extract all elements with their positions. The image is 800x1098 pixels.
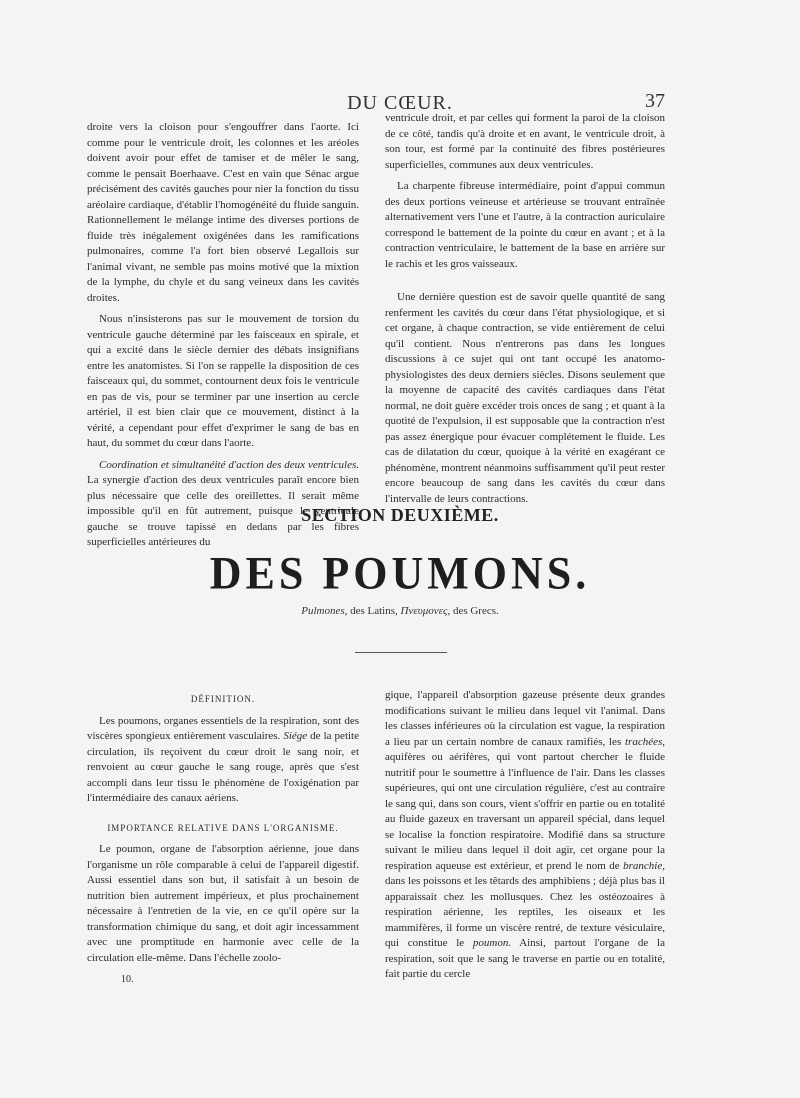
paragraph-italic: Siége xyxy=(283,730,308,742)
paragraph-text: Ainsi, partout l'organe de la respiration, soit que le sang le traverse en partie ou en totalité, fait partie du cercle xyxy=(385,937,665,980)
bottom-left-column xyxy=(87,692,359,988)
paragraph-text: La synergie d'action des deux ventricules paraît encore bien plus nécessaire que celle des oreillettes. Il serait même impossible qu'il en fût autrement, puisque le ventricule gauche se trouve tapissé en dedans par les fibres superficielles antérieures du xyxy=(87,474,359,548)
paragraph: ventricule droit, et par celles qui forment la paroi de la cloison de ce côté, tandis qu'à droite et en avant, le ventricule droit, à son tour, est formé par la continuité des fibres postérieures superficielles, communes aux deux ventricules. xyxy=(385,112,665,171)
top-right-column xyxy=(385,111,665,507)
subtitle-end: , des Grecs. xyxy=(447,605,499,617)
subheading-definition: DÉFINITION. xyxy=(190,694,256,704)
divider-rule xyxy=(355,652,447,653)
paragraph: Nous n'insisterons pas sur le mouvement de torsion du ventricule gauche déterminé par les faisceaux en spirale, et qui a excité dans le siècle dernier des débats insignifians entre les anatomistes. Si l'on se rappelle la disposition de ces faisceaux qui, du sommet, contournent deux fois le ventricule en pas de vis, pour se terminer par une insertion au cercle artériel, il est bien clair que ce mouvement, distinct à la vérité, a cependant pour effet d'exprimer le sang de bas en haut, du sommet du cœur dans l'aorte. xyxy=(87,313,359,449)
paragraph: La charpente fibreuse intermédiaire, point d'appui commun des deux portions veineuse et artérieuse se trouvant entraînée alternativement vers l'une et l'autre, à la contraction auriculaire correspond le battement de la pointe du cœur en avant ; et à la contraction ventriculaire, le battement de la base en arrière sur le rachis et les gros vaisseaux. xyxy=(385,180,665,270)
paragraph xyxy=(87,458,359,551)
paragraph xyxy=(87,714,359,807)
subtitle-mid: , des Latins, xyxy=(344,605,401,617)
paragraph-italic-lead: Coordination et simultanéité d'action des deux ventricules. xyxy=(99,458,359,471)
subtitle-latin: Pulmones xyxy=(301,605,345,617)
paragraph-text: aquifères ou aérifères, qui vont partout chercher le fluide nutritif pour le soumettre à l'influence de l'air. Dans les classes supérieures, qui ont une circulation régulière, c'est au contraire le sang qui, dans son cours, vient s'offrir en partie ou en totalité au fluide gazeux en traversant un appareil spécial, dans lequel se localise la fonction respiratoire. Modifié dans sa structure suivant le milieu dans lequel il doit agir, cet organe pour la respiration aqueuse est extérieur, et prend le nom de xyxy=(385,751,665,872)
running-title: DU CŒUR. xyxy=(347,92,453,114)
subheading-importance: IMPORTANCE RELATIVE DANS L'ORGANISME. xyxy=(107,822,339,833)
bottom-right-column xyxy=(385,688,665,983)
paragraph-italic: trachées, xyxy=(624,735,665,748)
subtitle-greek: Πνευμονες xyxy=(400,605,448,617)
paragraph: Une dernière question est de savoir quelle quantité de sang renferment les cavités du cœur dans l'état physiologique, et si cet organe, à chaque contraction, se vide entièrement de celui qu'il contient. Nous n'entrerons pas dans les longues discussions à ce sujet qui ont tant occupé les anatomo-physiologistes des deux derniers siècles. Disons seulement que la moyenne de capacité des cavités cardiaques dans l'état normal, ne doit guère excéder trois onces de sang ; et quant à la quotité de l'expulsion, il est supposable que la contraction n'est pas assez énergique pour évacuer complétement le fluide. Les cas de dilatation du cœur, quoique à la vérité en exagérant ce phénomène, montrent néanmoins suffisamment qu'il peut rester encore beaucoup de sang dans les cavités du cœur dans l'intervalle de leurs contractions. xyxy=(385,291,665,505)
paragraph: Le poumon, organe de l'absorption aérienne, joue dans l'organisme un rôle comparable à celui de l'appareil digestif. Aussi essentiel dans son but, il satisfait à un besoin de nutrition bien autrement impérieux, et plus prochainement nécessaire à l'entretien de la vie, en ce qu'il opère sur la transformation chimique du sang, et doit agir incessamment avec une promptitude en harmonie avec celle de la circulation elle-même. Dans l'échelle zoolo- xyxy=(87,843,359,964)
paragraph-text: dans les poissons et les têtards des amphibiens ; déjà plus bas il apparaissait chez les mollusques. Chez les ostéozoaires à respiration aérienne, les reptiles, les oiseaux et les mammifères, il forme un viscère rentré, de texture vésiculaire, qui constitue le xyxy=(385,875,665,949)
top-left-column xyxy=(87,120,359,551)
main-title: DES POUMONS. xyxy=(209,547,591,600)
paragraph: droite vers la cloison pour s'engouffrer dans l'aorte. Ici comme pour le ventricule droit, les colonnes et les aréoles doivent avoir pour effet de tamiser et de mêler le sang, comme le pensait Boerhaave. C'est en vain que Sénac argue précisément des cavités gauches pour nier la fonction du tissu aréolaire cardiaque, d'établir l'homogénéité du fluide sanguin. Rationnellement le mélange intime des diverses portions de fluide très inégalement oxigénées dans les ramifications pulmonaires, comme l'a fort bien observé Legallois sur l'animal vivant, ne semble pas moins motivé que la mixtion de la lymphe, du chyle et du sang veineux dans les cavités droites. xyxy=(87,121,359,304)
page-number: 37 xyxy=(645,90,665,112)
signature-mark: 10. xyxy=(121,974,134,985)
paragraph-italic: branchie, xyxy=(623,859,665,872)
paragraph-text: de la petite circulation, ils reçoivent du cœur droit le sang noir, et renvoient au cœur gauche le sang rouge, après que s'est accompli dans leur tissu le phénomène de l'oxigénation par l'intermédiaire des canaux aériens. xyxy=(87,730,359,804)
paragraph-text: Les poumons, organes essentiels de la respiration, sont des viscères spongieux entièrement vasculaires. xyxy=(87,714,359,742)
paragraph xyxy=(385,688,665,983)
subtitle xyxy=(0,605,800,617)
paragraph-italic: poumon. xyxy=(472,937,512,949)
section-heading: SECTION DEUXIÈME. xyxy=(301,505,499,525)
paragraph-text: gique, l'appareil d'absorption gazeuse présente deux grandes modifications suivant le milieu dans lequel vit l'animal. Dans les classes inférieures où la circulation est vague, la respiration a lieu par un certain nombre de canaux ramifiés, les xyxy=(385,689,665,748)
